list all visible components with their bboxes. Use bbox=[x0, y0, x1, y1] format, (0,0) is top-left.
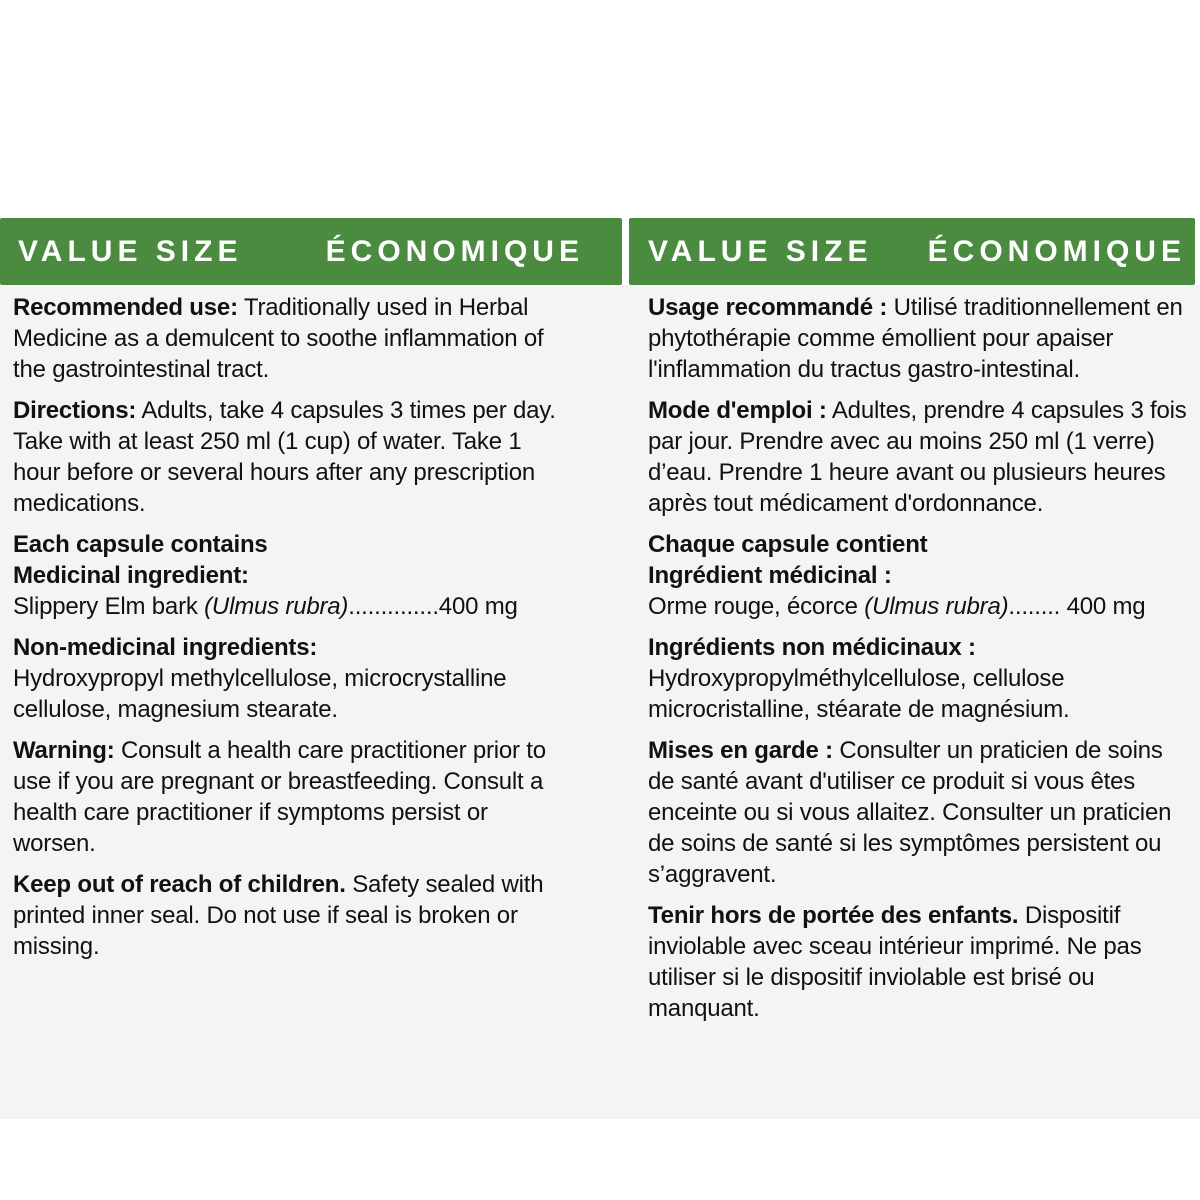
economique-label: ÉCONOMIQUE bbox=[325, 234, 584, 268]
directions-fr bbox=[648, 395, 1195, 519]
keep-out-lead: Keep out of reach of children. bbox=[13, 871, 346, 898]
leader-dots: ........ bbox=[1008, 593, 1061, 620]
leader-dots: .............. bbox=[348, 593, 439, 620]
warning-fr bbox=[648, 735, 1195, 890]
value-size-banner-right bbox=[629, 218, 1195, 285]
directions-en bbox=[13, 395, 569, 519]
english-column bbox=[13, 292, 569, 972]
banner-row bbox=[0, 218, 1195, 285]
keep-out-en bbox=[13, 869, 569, 962]
directions-body: Adults, take 4 capsules 3 times per day. Take with at least 250 ml (1 cup) of water. Take 1 hour before or several hours after any prescription medications. bbox=[13, 397, 556, 517]
medicinal-ingredient-heading: Medicinal ingredient: bbox=[13, 562, 249, 589]
keep-out-body: Dispositif inviolable avec sceau intérieur imprimé. Ne pas utiliser si le dispositif inviolable est brisé ou manquant. bbox=[648, 902, 1142, 1022]
medicinal-ingredient-line bbox=[648, 591, 1195, 622]
capsule-contents-en bbox=[13, 529, 569, 622]
non-medicinal-en bbox=[13, 632, 569, 725]
non-medicinal-heading: Non-medicinal ingredients: bbox=[13, 634, 318, 661]
value-size-label: VALUE SIZE bbox=[18, 234, 243, 268]
medicinal-ingredient-line bbox=[13, 591, 569, 622]
value-size-label: VALUE SIZE bbox=[648, 234, 873, 268]
capsule-contents-fr bbox=[648, 529, 1195, 622]
non-medicinal-heading: Ingrédients non médicinaux : bbox=[648, 634, 976, 661]
warning-lead: Mises en garde : bbox=[648, 737, 833, 764]
directions-lead: Mode d'emploi : bbox=[648, 397, 827, 424]
ingredient-latin-name: (Ulmus rubra) bbox=[204, 593, 349, 620]
non-medicinal-body: Hydroxypropylméthylcellulose, cellulose microcristalline, stéarate de magnésium. bbox=[648, 665, 1070, 723]
recommended-use-fr bbox=[648, 292, 1195, 385]
non-medicinal-fr bbox=[648, 632, 1195, 725]
recommended-use-body: Utilisé traditionnellement en phytothérapie comme émollient pour apaiser l'inflammation du tractus gastro-intestinal. bbox=[648, 294, 1183, 383]
ingredient-name: Orme rouge, écorce bbox=[648, 593, 865, 620]
directions-body: Adultes, prendre 4 capsules 3 fois par jour. Prendre avec au moins 250 ml (1 verre) d’eau. Prendre 1 heure avant ou plusieurs heures après tout médicament d'ordonnance. bbox=[648, 397, 1187, 517]
label-panel bbox=[0, 285, 1200, 1119]
warning-lead: Warning: bbox=[13, 737, 115, 764]
recommended-use-lead: Usage recommandé : bbox=[648, 294, 888, 321]
ingredient-amount: 400 mg bbox=[438, 593, 518, 620]
warning-body: Consulter un praticien de soins de santé avant d'utiliser ce produit si vous êtes enceinte ou si vous allaitez. Consulter un praticien de soins de santé si les symptômes persistent ou s’aggravent. bbox=[648, 737, 1172, 888]
french-column bbox=[648, 292, 1195, 1034]
keep-out-body: Safety sealed with printed inner seal. Do not use if seal is broken or missing. bbox=[13, 871, 544, 960]
non-medicinal-body: Hydroxypropyl methylcellulose, microcrystalline cellulose, magnesium stearate. bbox=[13, 665, 507, 723]
keep-out-lead: Tenir hors de portée des enfants. bbox=[648, 902, 1019, 929]
value-size-banner-left bbox=[0, 218, 622, 285]
medicinal-ingredient-heading: Ingrédient médicinal : bbox=[648, 562, 892, 589]
recommended-use-body: Traditionally used in Herbal Medicine as a demulcent to soothe inflammation of the gastrointestinal tract. bbox=[13, 294, 544, 383]
contains-heading: Chaque capsule contient bbox=[648, 531, 928, 558]
economique-label: ÉCONOMIQUE bbox=[927, 234, 1186, 268]
ingredient-name: Slippery Elm bark bbox=[13, 593, 205, 620]
warning-en bbox=[13, 735, 569, 859]
directions-lead: Directions: bbox=[13, 397, 137, 424]
recommended-use-lead: Recommended use: bbox=[13, 294, 238, 321]
ingredient-amount: 400 mg bbox=[1060, 593, 1146, 620]
keep-out-fr bbox=[648, 900, 1195, 1024]
contains-heading: Each capsule contains bbox=[13, 531, 268, 558]
ingredient-latin-name: (Ulmus rubra) bbox=[864, 593, 1009, 620]
warning-body: Consult a health care practitioner prior to use if you are pregnant or breastfeeding. Consult a health care practitioner if symptoms persist or worsen. bbox=[13, 737, 546, 857]
recommended-use-en bbox=[13, 292, 569, 385]
